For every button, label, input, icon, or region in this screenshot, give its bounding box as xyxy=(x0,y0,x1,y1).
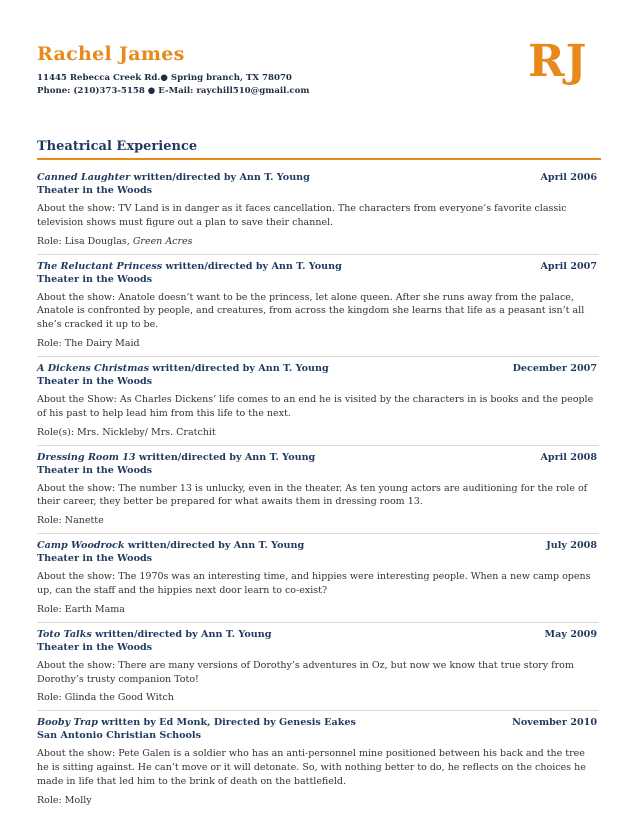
show-credit: written/directed by Ann T. Young xyxy=(162,260,342,272)
role-italic-text: Green Acres xyxy=(132,235,193,247)
show-date: December 2007 xyxy=(512,362,597,374)
entry-heading xyxy=(37,452,599,465)
role-text: Role: Lisa Douglas, xyxy=(37,235,133,247)
entry-heading xyxy=(37,540,599,553)
show-credit: written by Ed Monk, Directed by Genesis Eakes xyxy=(97,717,356,729)
entry-separator xyxy=(37,445,599,446)
entry-heading xyxy=(37,717,599,730)
entry-separator xyxy=(37,710,599,711)
entry-separator xyxy=(37,254,599,255)
show-description: About the show: Anatole doesn’t want to be the princess, let alone queen. After she runs away from the palace, Anatole is confronted by people, and creatures, from across the kingdom she learns that life as a peasant isn’t all she’s cracked it up to be. xyxy=(37,291,585,331)
venue: Theater in the Woods xyxy=(37,641,153,653)
show-date: May 2009 xyxy=(544,628,597,640)
role-line xyxy=(37,235,599,248)
contact-line: Phone: (210)373-5158 ● E-Mail: raychill510@gmail.com xyxy=(37,86,310,96)
experience-entry xyxy=(37,540,599,616)
show-date: April 2007 xyxy=(540,260,597,272)
venue: Theater in the Woods xyxy=(37,464,153,476)
show-title: Toto Talks xyxy=(37,628,92,640)
show-credit: written/directed by Ann T. Young xyxy=(135,451,316,463)
role-line xyxy=(37,794,599,807)
show-title: A Dickens Christmas xyxy=(37,362,149,374)
section-divider xyxy=(37,158,601,160)
venue: Theater in the Woods xyxy=(37,553,153,565)
show-credit: written/directed by Ann T. Young xyxy=(130,172,310,183)
entry-heading xyxy=(37,261,599,274)
show-description: About the show: TV Land is in danger as it faces cancellation. The characters from everyone’s favorite classic television shows must figure out a plan to save their channel. xyxy=(37,203,567,228)
monogram-logo: RJ xyxy=(528,36,588,87)
section-title: Theatrical Experience xyxy=(37,139,198,154)
role-text: Role: Glinda the Good Witch xyxy=(37,692,174,704)
show-date: April 2008 xyxy=(540,451,597,463)
experience-entry xyxy=(37,452,599,528)
experience-entry xyxy=(37,172,599,248)
show-credit: written/directed by Ann T. Young xyxy=(148,362,329,374)
role-text: Role: Nanette xyxy=(37,515,104,527)
role-text: Role: Earth Mama xyxy=(37,603,125,615)
show-title: Camp Woodrock xyxy=(37,540,125,552)
show-title: Canned Laughter xyxy=(37,172,131,183)
entry-separator xyxy=(37,622,599,623)
experience-entry xyxy=(37,363,599,439)
role-text: Role(s): Mrs. Nickleby/ Mrs. Cratchit xyxy=(37,426,216,438)
show-title: Dressing Room 13 xyxy=(37,451,136,463)
venue: Theater in the Woods xyxy=(37,375,153,387)
entry-heading xyxy=(37,363,599,376)
role-line xyxy=(37,426,599,439)
experience-entry xyxy=(37,629,599,705)
role-line xyxy=(37,337,599,350)
show-title: Booby Trap xyxy=(37,717,98,729)
role-line xyxy=(37,603,599,616)
role-text: Role: Molly xyxy=(37,794,92,806)
role-line xyxy=(37,514,599,527)
venue: Theater in the Woods xyxy=(37,273,153,285)
show-date: July 2008 xyxy=(546,540,597,552)
show-credit: written/directed by Ann T. Young xyxy=(91,628,272,640)
show-title: The Reluctant Princess xyxy=(37,260,163,272)
experience-entry xyxy=(37,717,599,806)
role-line xyxy=(37,691,599,704)
show-credit: written/directed by Ann T. Young xyxy=(124,540,305,552)
entry-heading xyxy=(37,172,599,185)
entry-separator xyxy=(37,533,599,534)
experience-entry xyxy=(37,261,599,350)
role-text: Role: The Dairy Maid xyxy=(37,337,140,349)
experience-list xyxy=(37,172,599,813)
show-description: About the show: The number 13 is unlucky, even in the theater. As ten young actors are auditioning for the role of their career, they better be prepared for what awaits them in dressing room 13. xyxy=(37,482,588,508)
show-date: April 2006 xyxy=(540,172,597,183)
show-description: About the show: Pete Galen is a soldier who has an anti-personnel mine positioned between his back and the tree he is sitting against. He can’t move or it will detonate. So, with nothing better to do, he reflects on the choices he made in life that led him to the brink of death on the battlefield. xyxy=(37,748,586,787)
show-description: About the show: The 1970s was an interesting time, and hippies were interesting people. When a new camp opens up, can the staff and the hippies next door learn to co-exist? xyxy=(37,571,591,596)
entry-separator xyxy=(37,356,599,357)
show-description: About the show: There are many versions of Dorothy’s adventures in Oz, but now we know that true story from Dorothy’s trusty companion Toto! xyxy=(37,659,574,685)
candidate-name: Rachel James xyxy=(37,43,185,65)
address-line: 11445 Rebecca Creek Rd.● Spring branch, TX 78070 xyxy=(37,73,292,83)
show-description: About the Show: As Charles Dickens’ life comes to an end he is visited by the characters in is books and the people of his past to help lead him from this life to the next. xyxy=(37,393,594,419)
venue: San Antonio Christian Schools xyxy=(37,730,201,742)
venue: Theater in the Woods xyxy=(37,185,153,196)
entry-heading xyxy=(37,629,599,642)
show-date: November 2010 xyxy=(512,717,597,729)
